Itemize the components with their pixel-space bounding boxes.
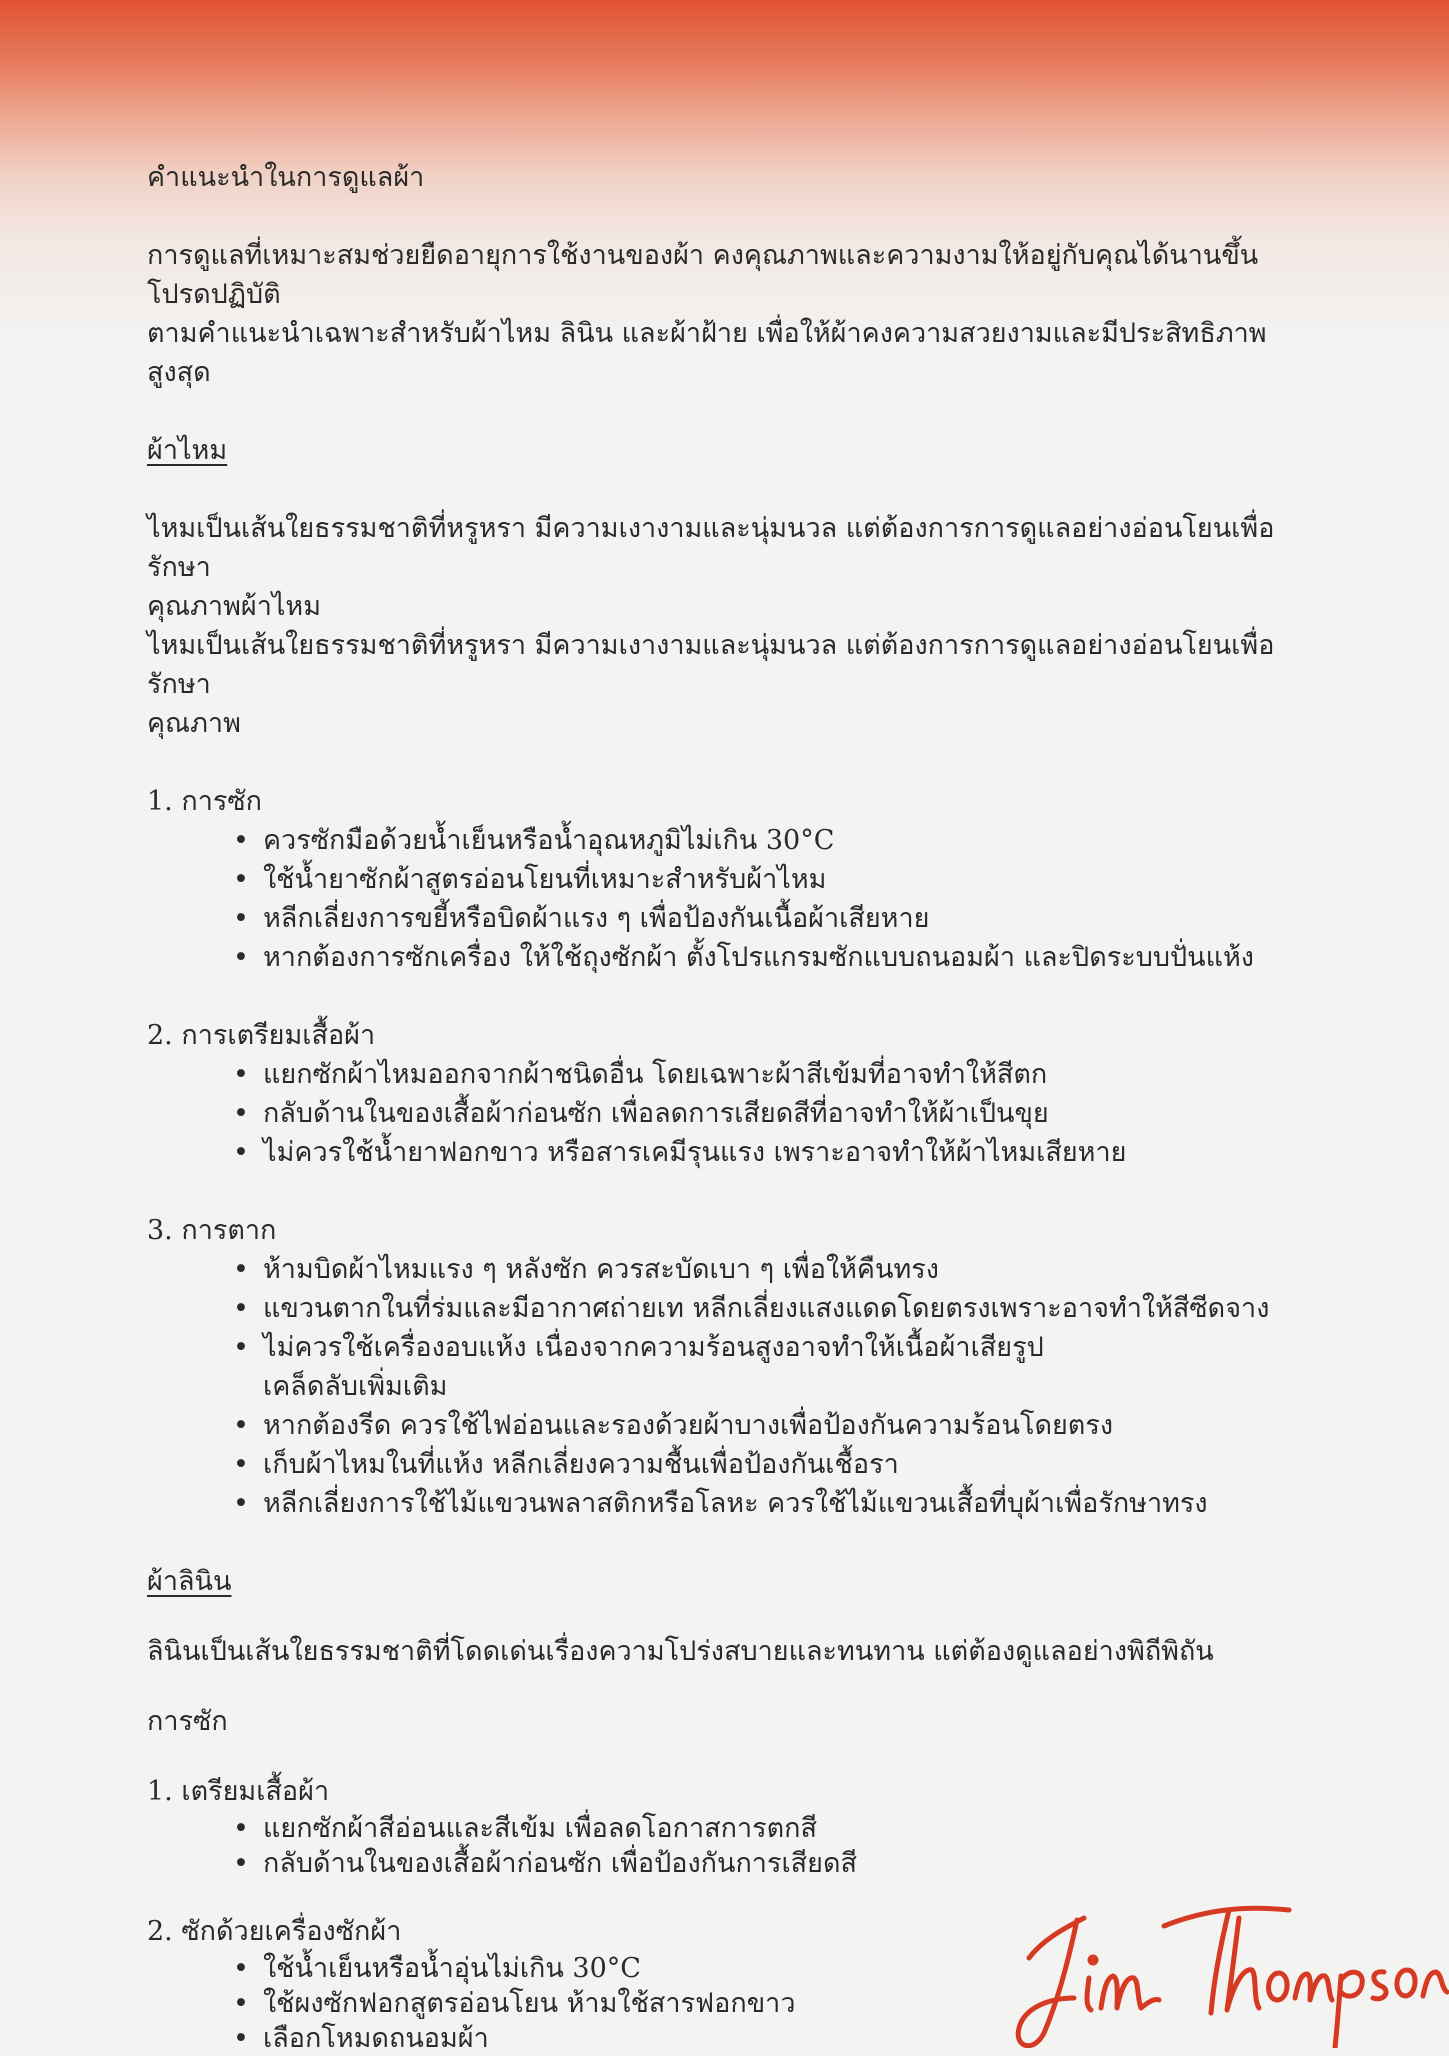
silk-drying-list [147,1250,1317,1523]
list-item: • แขวนตากในที่ร่มและมีอากาศถ่ายเท หลีกเลี่ยงแสงแดดโดยตรงเพราะอาจทำให้สีซีดจาง [263,1289,1317,1328]
silk-heading: ผ้าไหม [147,435,228,466]
silk-prep-title: 2. การเตรียมเสื้อผ้า [147,1020,376,1051]
list-item: • ใช้น้ำยาซักผ้าสูตรอ่อนโยนที่เหมาะสำหรับผ้าไหม [263,860,1317,899]
silk-desc-line-4: คุณภาพ [147,708,241,739]
care-document [147,158,1317,2056]
silk-drying-title: 3. การตาก [147,1215,277,1246]
silk-washing-list [147,821,1317,977]
list-item: • หากต้องการซักเครื่อง ให้ใช้ถุงซักผ้า ตั้งโปรแกรมซักแบบถนอมผ้า และปิดระบบปั่นแห้ง [263,938,1317,977]
silk-prep-list [147,1055,1317,1172]
silk-washing-title: 1. การซัก [147,786,263,817]
tip-line: เคล็ดลับเพิ่มเติม [263,1371,448,1402]
silk-desc-line-2: คุณภาพผ้าไหม [147,591,322,622]
list-item-text: • ไม่ควรใช้เครื่องอบแห้ง เนื่องจากความร้อนสูงอาจทำให้เนื้อผ้าเสียรูป [263,1332,1044,1363]
document-title: คำแนะนำในการดูแลผ้า [147,162,425,193]
list-item: • หลีกเลี่ยงการขยี้หรือบิดผ้าแรง ๆ เพื่อป้องกันเนื้อผ้าเสียหาย [263,899,1317,938]
intro-line-2: ตามคำแนะนำเฉพาะสำหรับผ้าไหม ลินิน และผ้าฝ้าย เพื่อให้ผ้าคงความสวยงามและมีประสิทธิภาพสูงสุด [147,318,1267,388]
list-item: • หลีกเลี่ยงการใช้ไม้แขวนพลาสติกหรือโลหะ ควรใช้ไม้แขวนเสื้อที่บุผ้าเพื่อรักษาทรง [263,1484,1317,1523]
silk-desc-line-1: ไหมเป็นเส้นใยธรรมชาติที่หรูหรา มีความเงางามและนุ่มนวล แต่ต้องการการดูแลอย่างอ่อนโยนเพื่อรักษา [147,513,1275,583]
intro-line-1: การดูแลที่เหมาะสมช่วยยืดอายุการใช้งานของผ้า คงคุณภาพและความงามให้อยู่กับคุณได้นานขึ้น โปรดปฏิบัติ [147,240,1259,310]
jim-thompson-signature [989,1848,1449,2048]
silk-desc-line-3: ไหมเป็นเส้นใยธรรมชาติที่หรูหรา มีความเงางามและนุ่มนวล แต่ต้องการการดูแลอย่างอ่อนโยนเพื่อรักษา [147,630,1275,700]
list-item: • ห้ามบิดผ้าไหมแรง ๆ หลังซัก ควรสะบัดเบา ๆ เพื่อให้คืนทรง [263,1250,1317,1289]
list-item: • ใช้ผงซักฟอกสูตรอ่อนโยน ห้ามใช้สารฟอกขาว [263,1986,1317,2021]
linen-machine-title: 2. ซักด้วยเครื่องซักผ้า [147,1916,402,1947]
linen-wash-title: การซัก [147,1706,228,1737]
linen-prep-title: 1. เตรียมเสื้อผ้า [147,1776,330,1807]
list-item: • แยกซักผ้าไหมออกจากผ้าชนิดอื่น โดยเฉพาะผ้าสีเข้มที่อาจทำให้สีตก [263,1055,1317,1094]
list-item: • ควรซักมือด้วยน้ำเย็นหรือน้ำอุณหภูมิไม่เกิน 30°C [263,821,1317,860]
list-item: • เลือกโหมดถนอมผ้า [263,2021,1317,2056]
list-item: • ไม่ควรใช้น้ำยาฟอกขาว หรือสารเคมีรุนแรง เพราะอาจทำให้ผ้าไหมเสียหาย [263,1133,1317,1172]
list-item: • เก็บผ้าไหมในที่แห้ง หลีกเลี่ยงความชื้นเพื่อป้องกันเชื้อรา [263,1445,1317,1484]
list-item: • ใช้น้ำเย็นหรือน้ำอุ่นไม่เกิน 30°C [263,1951,1317,1986]
linen-heading: ผ้าลินิน [147,1566,232,1597]
list-item: • แยกซักผ้าสีอ่อนและสีเข้ม เพื่อลดโอกาสการตกสี [263,1811,1317,1846]
list-item [263,1328,1317,1406]
signature-text: Jim Thompson [1215,2043,1223,2044]
list-item: • กลับด้านในของเสื้อผ้าก่อนซัก เพื่อลดการเสียดสีที่อาจทำให้ผ้าเป็นขุย [263,1094,1317,1133]
linen-desc: ลินินเป็นเส้นใยธรรมชาติที่โดดเด่นเรื่องความโปร่งสบายและทนทาน แต่ต้องดูแลอย่างพิถีพิถัน [147,1636,1214,1667]
list-item: • กลับด้านในของเสื้อผ้าก่อนซัก เพื่อป้องกันการเสียดสี [263,1846,1317,1881]
list-item: • หากต้องรีด ควรใช้ไฟอ่อนและรองด้วยผ้าบางเพื่อป้องกันความร้อนโดยตรง [263,1406,1317,1445]
